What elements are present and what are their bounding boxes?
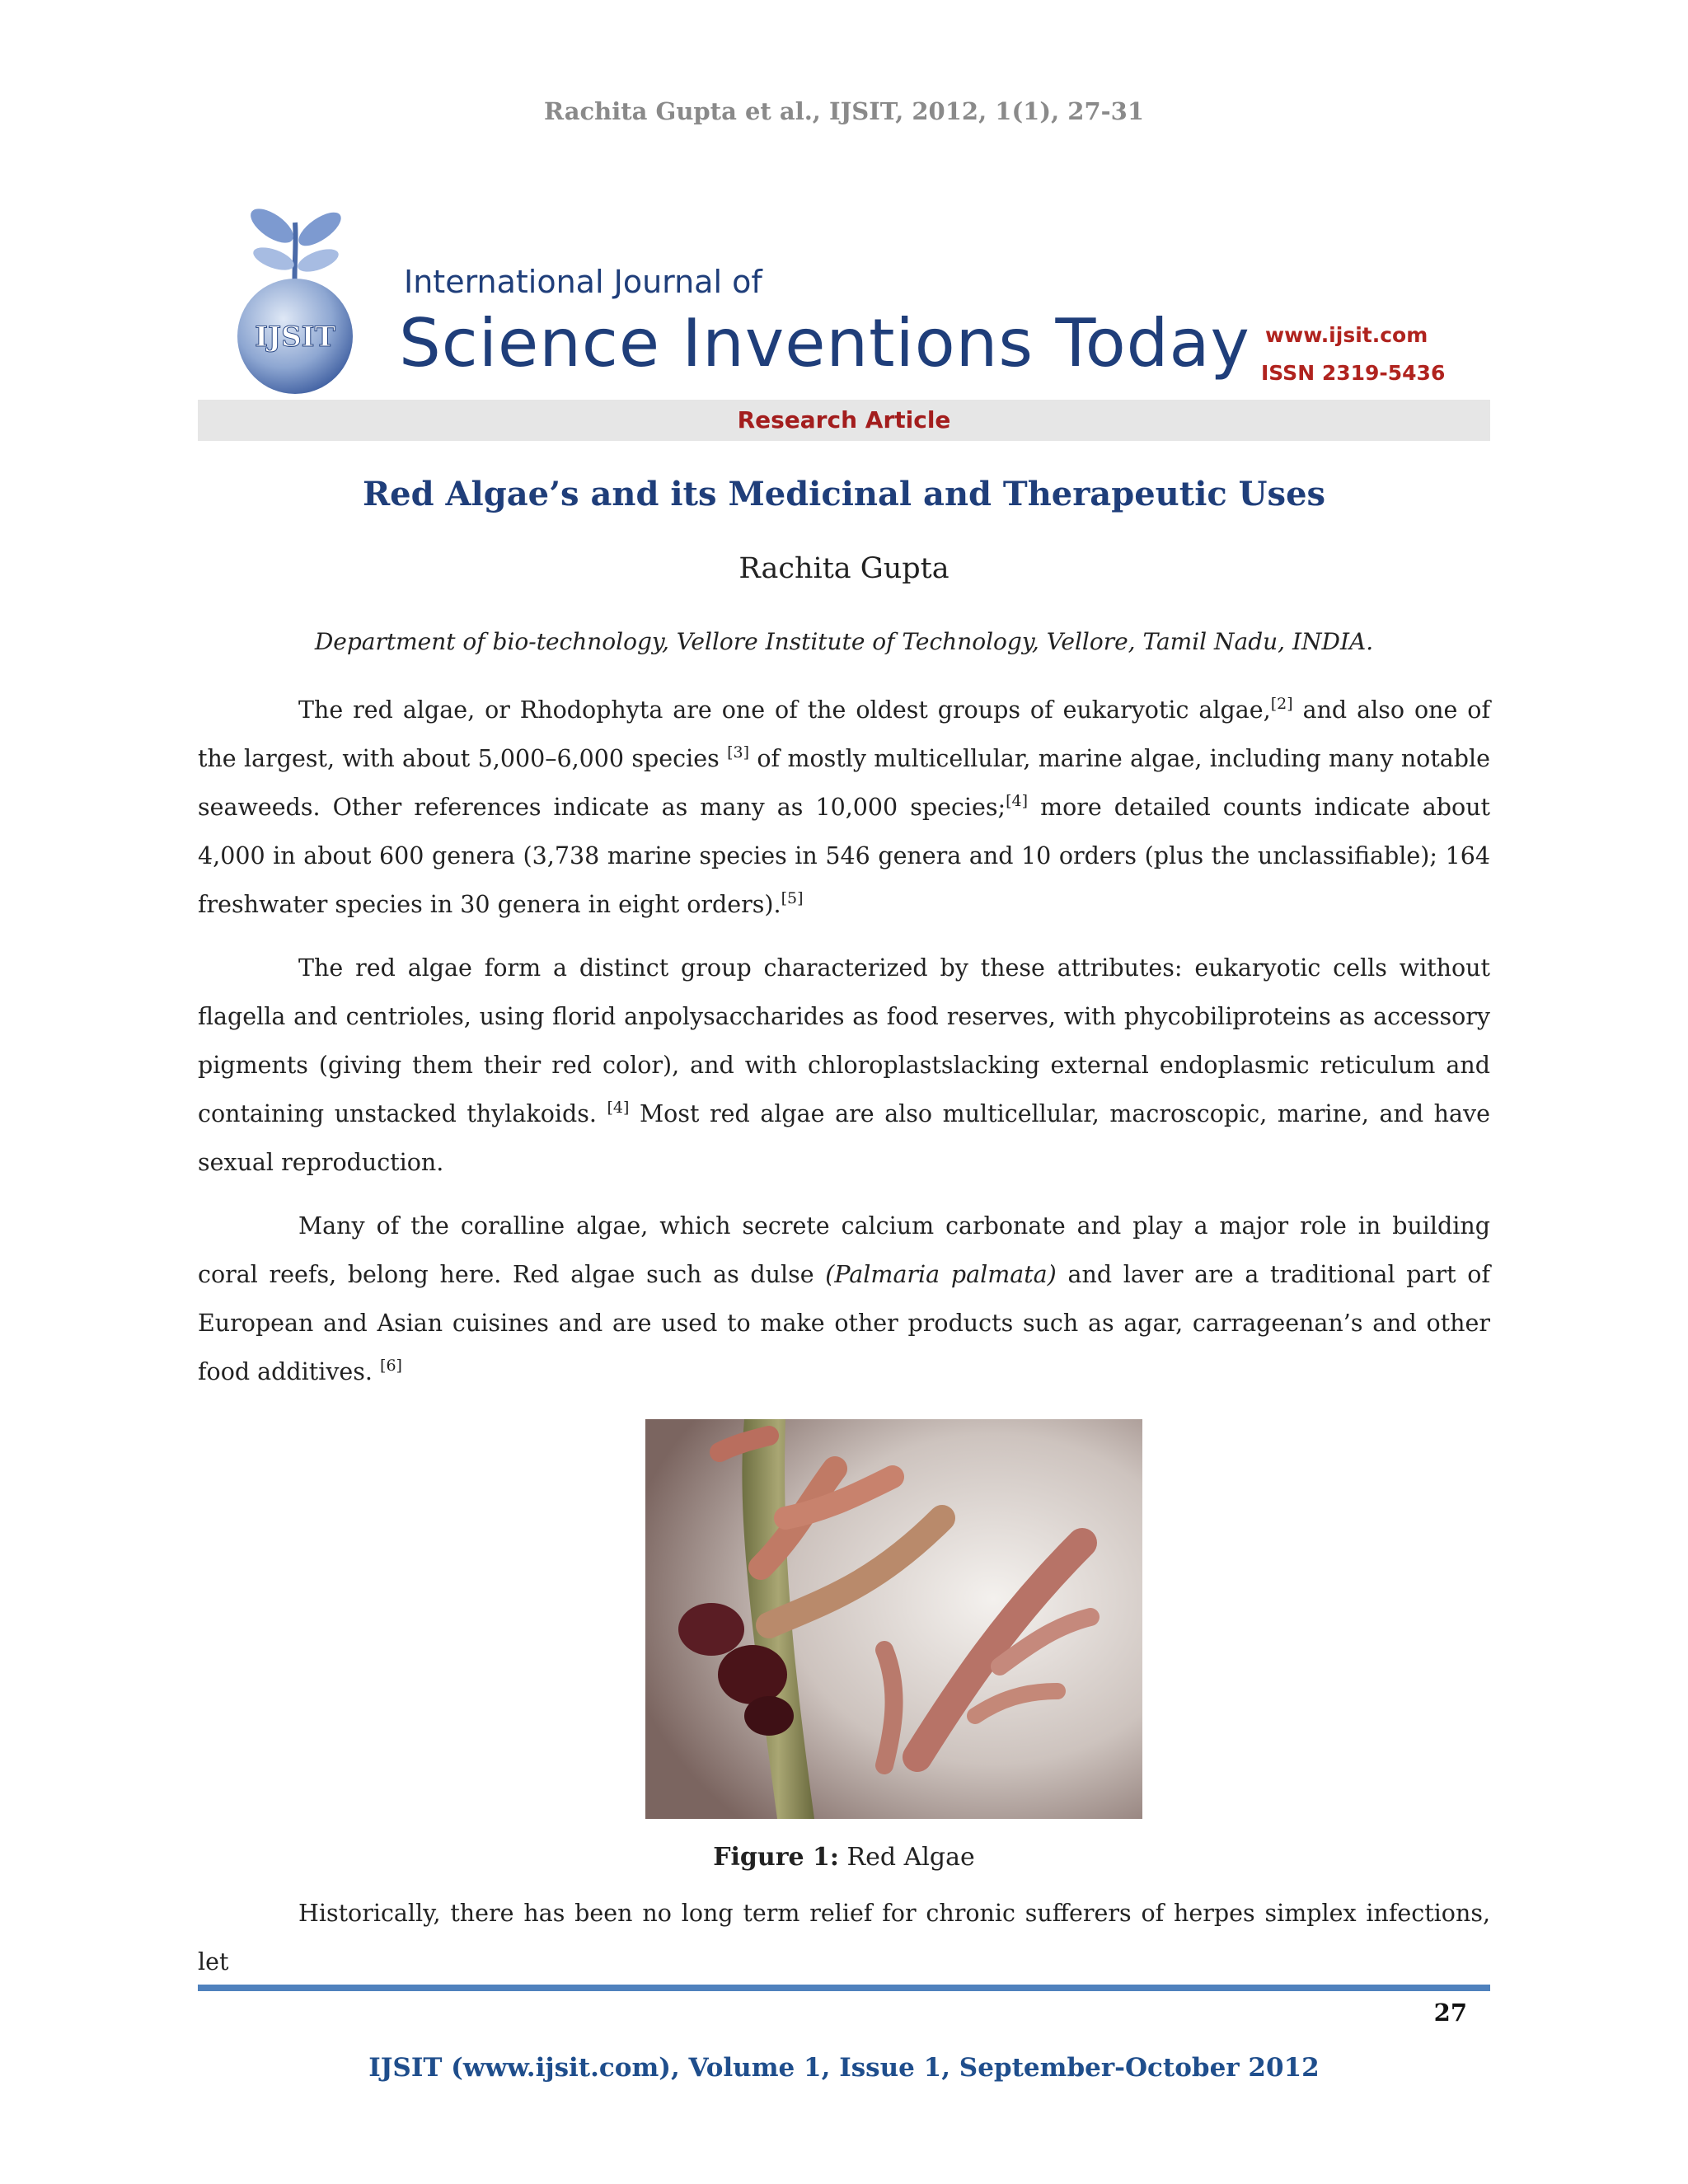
- p1-text-d: more detailed counts indicate about 4,000 in about 600 genera (3,738 marine species in 546 genera and 10 orders (plus the unclassifiable); 164 freshwater species in 30 genera in eight orders).: [198, 794, 1490, 918]
- p3-text-a: Many of the coralline algae, which secrete calcium carbonate and play a major role in building coral reefs, belong here. Red algae such as dulse: [198, 1212, 1490, 1288]
- p1-text-c: of mostly multicellular, marine algae, including many notable seaweeds. Other references indicate as many as 10,000 species;: [198, 745, 1490, 821]
- paragraph-3: [198, 1202, 1490, 1396]
- article-type-band: Research Article: [198, 400, 1490, 441]
- paragraph-2: [198, 944, 1490, 1187]
- p4-text: Historically, there has been no long term relief for chronic sufferers of herpes simplex infections, let: [198, 1900, 1490, 1975]
- figure-caption-text: Red Algae: [839, 1843, 975, 1872]
- journal-issn: ISSN 2319-5436: [1261, 361, 1446, 385]
- p1-text-a: The red algae, or Rhodophyta are one of the oldest groups of eukaryotic algae,: [298, 696, 1271, 724]
- ijsit-logo-icon: [229, 198, 361, 396]
- p1-text-b: and also one of the largest, with about 5,000–6,000 species: [198, 696, 1490, 772]
- journal-masthead: [198, 198, 1490, 404]
- running-head: Rachita Gupta et al., IJSIT, 2012, 1(1), 27-31: [543, 97, 1145, 125]
- author-name: Rachita Gupta: [738, 552, 950, 585]
- journal-name-line2: Science Inventions Today: [399, 305, 1250, 382]
- paragraph-1: [198, 686, 1490, 929]
- journal-name-line1: International Journal of: [404, 264, 762, 300]
- logo-text: IJSIT: [255, 321, 335, 354]
- citation-ref: [5]: [781, 889, 804, 907]
- p2-text-b: Most red algae are also multicellular, macroscopic, marine, and have sexual reproduction.: [198, 1100, 1490, 1176]
- citation-ref: [4]: [607, 1099, 630, 1117]
- footer-rule: [198, 1985, 1490, 1991]
- figure-label: Figure 1:: [713, 1843, 840, 1872]
- p3-text-b: and laver are a traditional part of European and Asian cuisines and are used to make other products such as agar, carrageenan’s and other food additives.: [198, 1261, 1491, 1385]
- citation-ref: [3]: [727, 743, 750, 762]
- species-name: (Palmaria palmata): [825, 1261, 1057, 1288]
- paragraph-4: [198, 1889, 1490, 1986]
- journal-footer: IJSIT (www.ijsit.com), Volume 1, Issue 1, September-October 2012: [368, 2053, 1320, 2083]
- page-number: 27: [1433, 1999, 1467, 2027]
- p2-text-a: The red algae form a distinct group characterized by these attributes: eukaryotic cells without flagella and centrioles, using florid anpolysaccharides as food reserves, with phycobiliproteins as accessory pigments (giving them their red color), and with chloroplastslacking external endoplasmic reticulum and containing unstacked thylakoids.: [198, 954, 1490, 1127]
- author-affiliation: Department of bio-technology, Vellore Institute of Technology, Vellore, Tamil Nadu, INDIA.: [314, 628, 1374, 655]
- citation-ref: [2]: [1270, 695, 1293, 713]
- citation-ref: [4]: [1006, 792, 1029, 810]
- journal-url: www.ijsit.com: [1265, 323, 1428, 347]
- citation-ref: [6]: [380, 1357, 402, 1375]
- article-title: Red Algae’s and its Medicinal and Therapeutic Uses: [362, 475, 1326, 513]
- red-algae-photo: [645, 1419, 1142, 1819]
- figure-caption: [0, 1843, 1688, 1872]
